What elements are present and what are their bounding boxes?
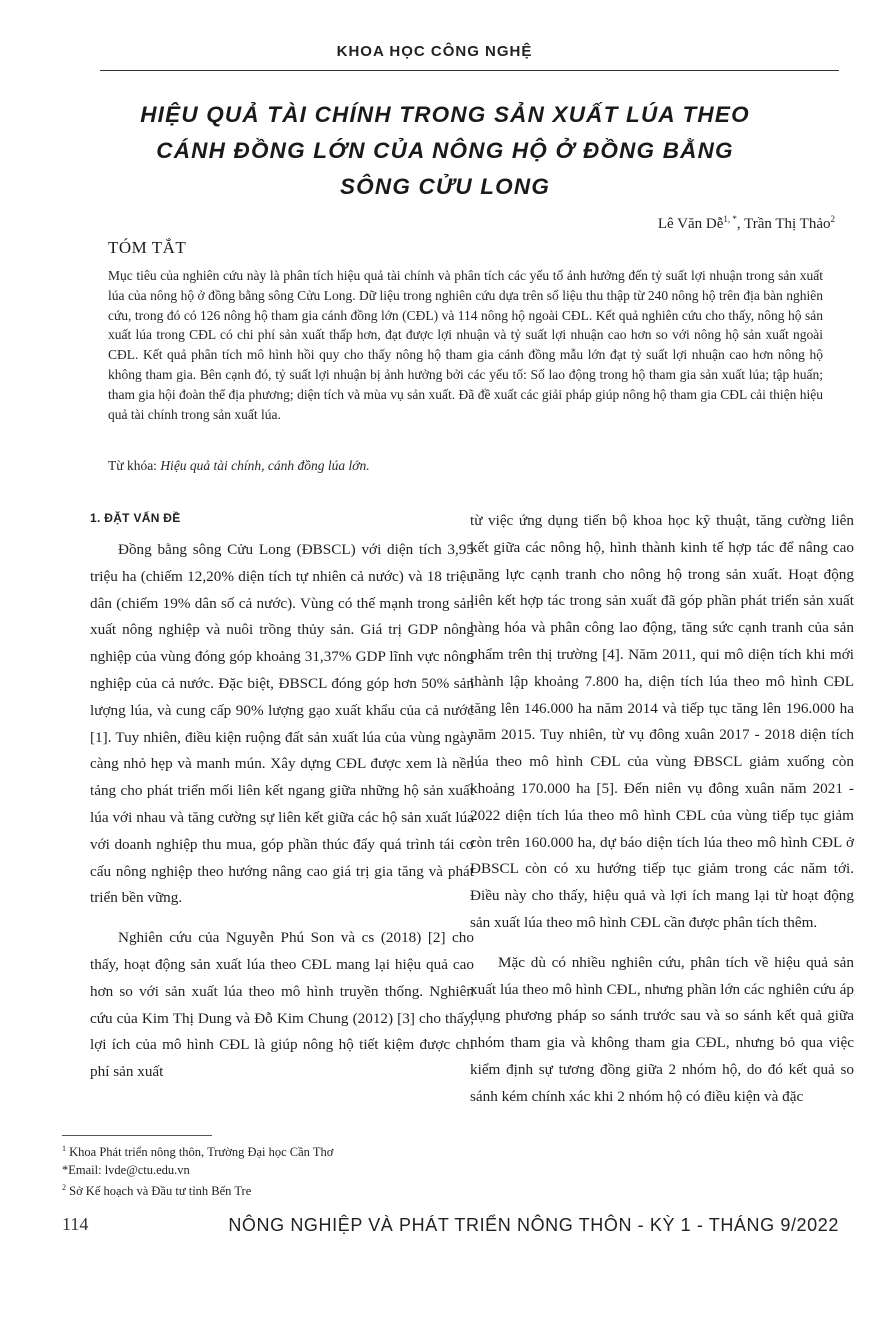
- body-paragraph: Nghiên cứu của Nguyễn Phú Son và cs (2018) [2] cho thấy, hoạt động sản xuất lúa theo CĐL mang lại hiệu quả cao hơn so với sản xuất lúa theo mô hình truyền thống. Nghiên cứu của Kim Thị Dung và Đỗ Kim Chung (2012) [3] cho thấy, lợi ích của mô hình CĐL là giúp nông hộ tiết kiệm được chi phí sản xuất: [90, 929, 474, 1081]
- section-heading: 1. ĐẶT VẤN ĐỀ: [90, 511, 181, 525]
- title-line-3: SÔNG CỬU LONG: [339, 174, 551, 199]
- journal-footer: NÔNG NGHIỆP VÀ PHÁT TRIỂN NÔNG THÔN - KỲ 1 - THÁNG 9/2022: [228, 1215, 839, 1235]
- author-2-affiliation: 2: [830, 214, 835, 224]
- section-header: KHOA HỌC CÔNG NGHỆ: [336, 43, 533, 60]
- author-1-name: Lê Văn Dễ: [657, 216, 724, 232]
- footnote-rule: [62, 1135, 212, 1136]
- author-separator: ,: [736, 216, 745, 232]
- author-line: [658, 214, 835, 233]
- header-rule: [100, 70, 839, 71]
- title-line-2: CÁNH ĐỒNG LỚN CỦA NÔNG HỘ Ở ĐỒNG BẰNG: [156, 138, 734, 163]
- body-paragraph: từ việc ứng dụng tiến bộ khoa học kỹ thuật, tăng cường liên kết giữa các nông hộ, hình thành kinh tế hợp tác để nâng cao năng lực cạnh tranh cho nông hộ trong sản xuất. Hoạt động liên kết hợp tác trong sản xuất đã góp phần phát triển sản xuất hàng hóa và phân công lao động, tăng sức cạnh tranh của sản phẩm trên thị trường [4]. Năm 2011, qui mô diện tích khi mới thành lập khoảng 7.800 ha, diện tích lúa theo mô hình CĐL tăng lên 146.000 ha năm 2014 và tiếp tục tăng lên 196.000 ha năm 2015. Tuy nhiên, từ vụ đông xuân 2017 - 2018 diện tích lúa theo mô hình CĐL của vùng ĐBSCL giảm xuống còn khoảng 170.000 ha [5]. Đến niên vụ đông xuân năm 2021 - 2022 diện tích lúa theo mô hình CĐL của vùng tiếp tục giảm còn trên 160.000 ha, dự báo diện tích lúa theo mô hình CĐL ở ĐBSCL còn có xu hướng tiếp tục giảm trong các năm tới. Điều này cho thấy, hiệu quả và lợi ích mang lại từ hoạt động sản xuất lúa theo mô hình CĐL cần được phân tích thêm.: [470, 512, 854, 931]
- footnote-2: [62, 1179, 462, 1201]
- abstract-text: Mục tiêu của nghiên cứu này là phân tích hiệu quả tài chính và phân tích các yếu tố ảnh hưởng đến tỷ suất lợi nhuận trong sản xuất lúa của nông hộ ở đồng bằng sông Cửu Long. Dữ liệu trong nghiên cứu dựa trên số liệu thu thập từ 240 nông hộ trên địa bàn nghiên cứu, trong đó có 126 nông hộ tham gia cánh đồng lớn (CĐL) và 114 nông hộ ngoài CĐL. Kết quả nghiên cứu cho thấy, nông hộ sản xuất lúa trong CĐL có chi phí sản xuất thấp hơn, đạt được lợi nhuận và tỷ suất lợi nhuận cao hơn so với nông hộ sản xuất ngoài CĐL. Kết quả phân tích mô hình hồi quy cho thấy nông hộ tham gia cánh đồng mẫu lớn đạt tỷ suất lợi nhuận cao hơn nông hộ không tham gia. Bên cạnh đó, tỷ suất lợi nhuận bị ảnh hưởng bởi các yếu tố: Số lao động trong hộ tham gia sản xuất lúa; tập huấn; tham gia hội đoàn thể địa phương; diện tích và mùa vụ sản xuất. Đã đề xuất các giải pháp giúp nông hộ tham gia CĐL cải thiện hiệu quả tài chính trong sản xuất lúa.: [108, 268, 823, 422]
- author-1-affiliation: 1, *: [723, 214, 737, 224]
- body-column-left: [90, 508, 474, 1099]
- abstract-heading: TÓM TẮT: [108, 238, 187, 257]
- title-line-1: HIỆU QUẢ TÀI CHÍNH TRONG SẢN XUẤT LÚA THEO: [140, 102, 750, 127]
- keywords-line: [108, 456, 823, 476]
- footnote-1: [62, 1140, 462, 1162]
- footnotes: [62, 1140, 462, 1201]
- footnote-1-text: Khoa Phát triển nông thôn, Trường Đại học Cần Thơ: [66, 1145, 334, 1160]
- body-paragraph: Đồng bằng sông Cửu Long (ĐBSCL) với diện tích 3,95 triệu ha (chiếm 12,20% diện tích tự nhiên cả nước) và 18 triệu dân (chiếm 19% dân số cả nước). Vùng có thế mạnh trong sản xuất nông nghiệp và nuôi trồng thủy sản. Giá trị GDP nông nghiệp của vùng đóng góp khoảng 31,37% GDP lĩnh vực nông nghiệp của cả nước. Đặc biệt, ĐBSCL đóng góp hơn 50% sản lượng lúa, và cung cấp 90% lượng gạo xuất khẩu của cả nước [1]. Tuy nhiên, điều kiện ruộng đất sản xuất lúa của vùng ngày càng nhỏ hẹp và manh mún. Xây dựng CĐL được xem là nền tảng cho phát triển mối liên kết ngang giữa những hộ sản xuất lúa với nhau và tăng cường sự liên kết giữa các hộ sản xuất lúa với doanh nghiệp thu mua, góp phần thúc đẩy quá trình tái cơ cấu nông nghiệp theo hướng nâng cao giá trị gia tăng và phát triển bền vững.: [90, 541, 474, 907]
- keywords-value: Hiệu quả tài chính, cánh đồng lúa lớn.: [160, 458, 370, 473]
- page-number: 114: [62, 1214, 89, 1234]
- footnote-email: *Email: lvde@ctu.edu.vn: [62, 1162, 190, 1177]
- author-2-name: Trần Thị Thảo: [744, 216, 831, 232]
- footnote-2-marker: 2: [62, 1183, 66, 1193]
- body-paragraph: Mặc dù có nhiều nghiên cứu, phân tích về hiệu quả sản xuất lúa theo mô hình CĐL, nhưng phần lớn các nghiên cứu áp dụng phương pháp so sánh trước sau và so sánh kết quả giữa nhóm tham gia và không tham gia CĐL, nhưng bỏ qua việc kiểm định sự tương đồng giữa 2 nhóm hộ, do đó kết quả so sánh kém chính xác khi 2 nhóm hộ có điều kiện và đặc: [470, 953, 854, 1105]
- footnote-1-marker: 1: [62, 1144, 66, 1153]
- article-title: [60, 97, 830, 205]
- footnote-2-text: Sở Kế hoạch và Đầu tư tỉnh Bến Tre: [66, 1184, 252, 1199]
- body-column-right: [470, 508, 854, 1124]
- keywords-label: Từ khóa:: [108, 458, 157, 473]
